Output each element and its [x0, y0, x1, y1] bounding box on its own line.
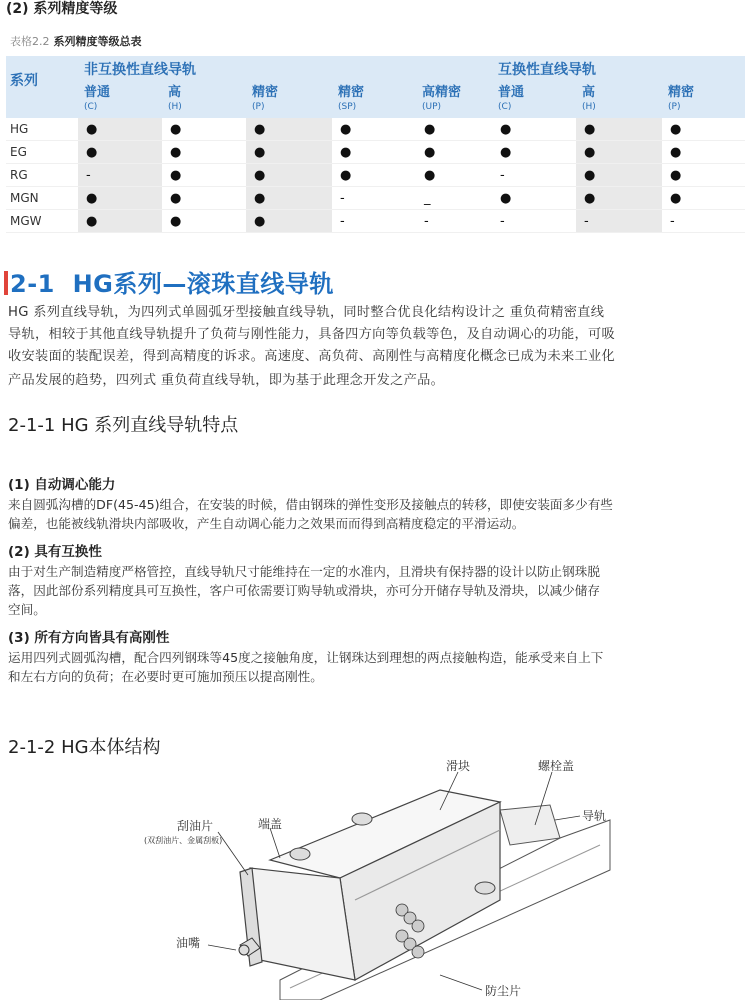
- table-row: [6, 141, 745, 164]
- table-cell: ●: [162, 141, 246, 164]
- group-header-non-interchangeable: 非互换性直线导轨: [78, 56, 492, 82]
- section-2-1-heading: [4, 264, 334, 299]
- feature-line: 空间。: [8, 602, 46, 617]
- feature-2-title: (2) 具有互换性: [8, 544, 102, 560]
- table-cell: ●: [246, 187, 332, 210]
- label-bolt-cap: 螺栓盖: [538, 759, 575, 773]
- grade-name: 精密: [668, 85, 695, 100]
- grade-name: 高: [582, 85, 596, 100]
- table-cell: ●: [662, 187, 745, 210]
- table-cell: ●: [492, 141, 576, 164]
- table-row: [6, 164, 745, 187]
- grade-code: (H): [582, 102, 596, 112]
- table-cell: -: [332, 210, 416, 233]
- table-cell: ●: [576, 141, 662, 164]
- label-scraper: 刮油片: [177, 819, 214, 833]
- table-cell: ●: [162, 210, 246, 233]
- table-cell: -: [78, 164, 162, 187]
- table-cell: -: [492, 164, 576, 187]
- table-cell: ●: [246, 141, 332, 164]
- section-2-1-number: 2-1: [10, 270, 55, 298]
- feature-2-body: [8, 562, 744, 619]
- grade-header-2: [246, 82, 332, 118]
- section-2-1-1-heading: 2-1-1 HG 系列直线导轨特点: [8, 415, 239, 436]
- table-cell: ●: [492, 118, 576, 141]
- table-cell: -: [416, 210, 492, 233]
- table-cell: -: [576, 210, 662, 233]
- table-cell: ●: [246, 118, 332, 141]
- grade-table-body: [6, 118, 745, 233]
- table-row: [6, 118, 745, 141]
- grade-code: (C): [498, 102, 512, 112]
- table-row: [6, 210, 745, 233]
- grade-header-3: [332, 82, 416, 118]
- label-slider: 滑块: [446, 759, 471, 773]
- feature-line: 偏差，也能被线轨滑块内部吸收，产生自动调心能力之效果而而得到高精度稳定的平滑运动。: [8, 516, 525, 531]
- grade-header-5: [492, 82, 576, 118]
- table-cell: ●: [576, 187, 662, 210]
- table-cell: ●: [492, 187, 576, 210]
- series-header: 系列: [6, 56, 78, 118]
- table-cell: ●: [162, 187, 246, 210]
- table-cell: ●: [78, 141, 162, 164]
- row-series-label: EG: [6, 141, 78, 164]
- feature-1-body: [8, 495, 744, 533]
- table-cell: ●: [662, 141, 745, 164]
- grade-header-6: [576, 82, 662, 118]
- bolt-cap-2: [290, 848, 310, 860]
- table-caption: [10, 33, 142, 49]
- grade-header-row: [6, 82, 745, 118]
- grade-name: 精密: [252, 85, 279, 100]
- table-cell: ●: [662, 118, 745, 141]
- table-cell: ●: [78, 187, 162, 210]
- table-cell: ●: [162, 164, 246, 187]
- intro-line: 收安装面的装配误差，得到高精度的诉求。高速度、高负荷、高刚性与高精度化概念已成为未来工业化: [8, 349, 615, 364]
- table-caption-title: 系列精度等级总表: [53, 35, 142, 48]
- table-cell: ●: [332, 141, 416, 164]
- grade-header-1: [162, 82, 246, 118]
- section-2-1-title: HG系列—滚珠直线导轨: [72, 270, 334, 298]
- table-cell: ●: [416, 164, 492, 187]
- table-cell: ●: [662, 164, 745, 187]
- row-series-label: HG: [6, 118, 78, 141]
- table-cell: ●: [246, 210, 332, 233]
- grade-name: 高: [168, 85, 182, 100]
- label-scraper-note: (双刮油片、金属刮板): [144, 836, 223, 845]
- grade-header-4: [416, 82, 492, 118]
- feature-3-title: (3) 所有方向皆具有高刚性: [8, 630, 170, 646]
- section-heading: (2) 系列精度等级: [6, 1, 118, 17]
- feature-1-title: (1) 自动调心能力: [8, 477, 116, 493]
- feature-line: 来自圆弧沟槽的DF(45-45)组合，在安装的时候，借由钢珠的弹性变形及接触点的转移，即使安装面多少有些: [8, 497, 613, 512]
- feature-line: 落，因此部份系列精度具可互换性，客户可依需要订购导轨或滑块，亦可分开储存导轨及滑块，以减少储存: [8, 583, 600, 598]
- table-cell: ●: [78, 210, 162, 233]
- table-cell: ●: [416, 118, 492, 141]
- label-grease-nipple: 油嘴: [176, 936, 201, 950]
- feature-3-body: [8, 648, 744, 686]
- section-2-1-2-heading: 2-1-2 HG本体结构: [8, 737, 161, 758]
- label-dust-strip: 防尘片: [485, 984, 522, 998]
- table-cell: ●: [576, 164, 662, 187]
- row-series-label: RG: [6, 164, 78, 187]
- grade-name: 普通: [84, 85, 111, 100]
- bolt-cap-1: [352, 813, 372, 825]
- grade-header-0: [78, 82, 162, 118]
- label-end-cap: 端盖: [258, 817, 283, 831]
- row-series-label: MGN: [6, 187, 78, 210]
- table-cell: _: [416, 187, 492, 210]
- table-cell: ●: [416, 141, 492, 164]
- label-rail: 导轨: [582, 809, 607, 823]
- bolt-cap-3: [475, 882, 495, 894]
- grade-name: 普通: [498, 85, 525, 100]
- precision-grade-table: [6, 56, 745, 233]
- table-cell: -: [492, 210, 576, 233]
- table-caption-number: 表格2.2: [10, 35, 50, 48]
- heading-accent-bar: [4, 271, 8, 295]
- group-header-interchangeable: 互换性直线导轨: [492, 56, 745, 82]
- table-cell: ●: [162, 118, 246, 141]
- grade-header-7: [662, 82, 745, 118]
- hg-structure-diagram: [140, 750, 750, 1000]
- row-series-label: MGW: [6, 210, 78, 233]
- feature-line: 由于对生产制造精度严格管控，直线导轨尺寸能维持在一定的水准内，且滑块有保持器的设计以防止钢珠脱: [8, 564, 600, 579]
- grade-code: (P): [668, 102, 681, 112]
- feature-line: 运用四列式圆弧沟槽，配合四列钢珠等45度之接触角度，让钢珠达到理想的两点接触构造，能承受来自上下: [8, 650, 604, 665]
- grade-name: 精密: [338, 85, 365, 100]
- table-cell: ●: [332, 164, 416, 187]
- grade-name: 高精密: [422, 85, 462, 100]
- intro-line: 产品发展的趋势，四列式 重负荷直线导轨，即为基于此理念开发之产品。: [8, 373, 445, 388]
- grade-code: (P): [252, 102, 265, 112]
- intro-line: HG 系列直线导轨，为四列式单圆弧牙型接触直线导轨，同时整合优良化结构设计之 重负荷精密直线: [8, 305, 605, 320]
- table-cell: ●: [246, 164, 332, 187]
- grade-code: (SP): [338, 102, 357, 112]
- table-cell: -: [662, 210, 745, 233]
- intro-paragraph: [8, 302, 744, 392]
- table-cell: -: [332, 187, 416, 210]
- table-cell: ●: [332, 118, 416, 141]
- table-cell: ●: [78, 118, 162, 141]
- intro-line: 导轨，相较于其他直线导轨提升了负荷与刚性能力，具备四方向等负载等色，及自动调心的功能，可吸: [8, 327, 615, 342]
- grade-code: (C): [84, 102, 98, 112]
- table-row: [6, 187, 745, 210]
- grade-code: (H): [168, 102, 182, 112]
- table-cell: ●: [576, 118, 662, 141]
- feature-line: 和左右方向的负荷；在必要时更可施加预压以提高刚性。: [8, 669, 323, 684]
- grade-code: (UP): [422, 102, 442, 112]
